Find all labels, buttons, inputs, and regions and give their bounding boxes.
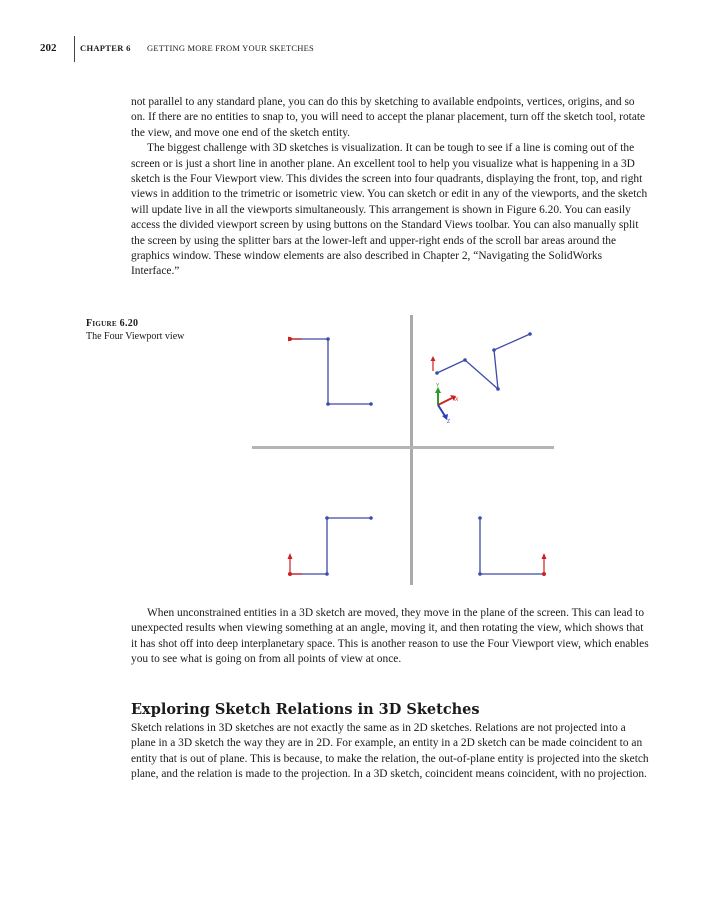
sketch-vertex <box>463 358 467 362</box>
body-text-section <box>131 721 651 783</box>
origin-point <box>542 572 546 576</box>
origin-arrow-icon <box>431 356 436 361</box>
paragraph: When unconstrained entities in a 3D sketch are moved, they move in the plane of the screen. This can lead to unexpected results when viewing something at an angle, moving it, and then rotating the view, which shows that it has shot off into deep interplanetary space. This is another reason to use the Four Viewport view, which enables you to see what is going on from all points of view at once. <box>131 607 649 666</box>
sketch-vertex <box>369 516 373 520</box>
sketch-vertex <box>326 337 330 341</box>
sketch-vertex <box>369 402 373 406</box>
origin-arrow-icon <box>542 553 547 559</box>
body-text-middle <box>131 606 651 668</box>
sketch-vertex <box>492 348 496 352</box>
viewport-bottom-left <box>288 516 373 576</box>
viewport-top-left <box>288 337 373 406</box>
sketch-polyline <box>437 334 530 389</box>
sketch-polyline <box>290 339 371 404</box>
body-text-top <box>131 95 651 280</box>
viewport-top-right <box>431 332 532 425</box>
sketch-vertex <box>435 371 439 375</box>
figure-caption: The Four Viewport view <box>86 331 185 342</box>
paragraph: Sketch relations in 3D sketches are not exactly the same as in 2D sketches. Relations are not projected into a plane in a 3D sketch the way they are in 2D. For example, an entity in a 2D sketch can be made coincident to an entity that is out of plane. This is because, to make the relation, the out-of-plane entity is projected into the sketch plane, and the relation is made to the projection. In a 3D sketch, coincident means coincident, with no projection. <box>131 722 649 781</box>
chapter-label: CHAPTER 6 <box>80 43 131 53</box>
origin-point <box>288 337 292 341</box>
paragraph: The biggest challenge with 3D sketches is visualization. It can be tough to see if a line is coming out of the screen or is just a short line in another plane. An excellent tool to help you visualize what is happening in a 3D sketch is the Four Viewport view. This divides the screen into four quadrants, displaying the front, top, and right views in addition to the trimetric or isometric view. You can sketch or edit in any of the viewports, and the sketch will update live in all the viewports simultaneously. This arrangement is shown in Figure 6.20. You can easily access the divided viewport screen by using buttons on the Standard Views toolbar. You can also manually split the screen by using the splitter bars at the lower-left and upper-right ends of the scroll bar areas around the graphics window. These window elements are also described in Chapter 2, “Navigating the SolidWorks Interface.” <box>131 142 648 278</box>
triad-y-label: Y <box>436 383 440 389</box>
horizontal-splitter-bar <box>252 446 554 449</box>
section-heading: Exploring Sketch Relations in 3D Sketches <box>131 701 480 718</box>
triad-x-label: X <box>455 397 459 403</box>
chapter-title: GETTING MORE FROM YOUR SKETCHES <box>147 43 314 53</box>
sketch-vertex <box>325 516 329 520</box>
sketch-vertex <box>326 402 330 406</box>
sketch-vertex <box>478 516 482 520</box>
figure-label: Figure 6.20 <box>86 318 139 329</box>
sketch-vertex <box>528 332 532 336</box>
header-divider <box>74 36 75 62</box>
vertical-splitter-bar <box>410 315 413 585</box>
origin-point <box>288 572 292 576</box>
page-number: 202 <box>40 42 57 54</box>
sketch-polyline <box>291 518 371 574</box>
viewport-bottom-right <box>478 516 546 576</box>
paragraph: not parallel to any standard plane, you can do this by sketching to available endpoints, vertices, origins, and so on. If there are no entities to snap to, you will need to accept the planar placement, turn off the sketch tool, rotate the view, and move one end of the sketch entity. <box>131 96 646 139</box>
axis-triad-icon <box>435 383 459 425</box>
sketch-vertex <box>478 572 482 576</box>
sketch-vertex <box>325 572 329 576</box>
sketch-polyline <box>480 518 543 574</box>
sketch-vertex <box>496 387 500 391</box>
triad-z-label: Z <box>447 419 451 425</box>
origin-arrow-icon <box>288 553 293 559</box>
four-viewport-figure <box>240 315 590 590</box>
